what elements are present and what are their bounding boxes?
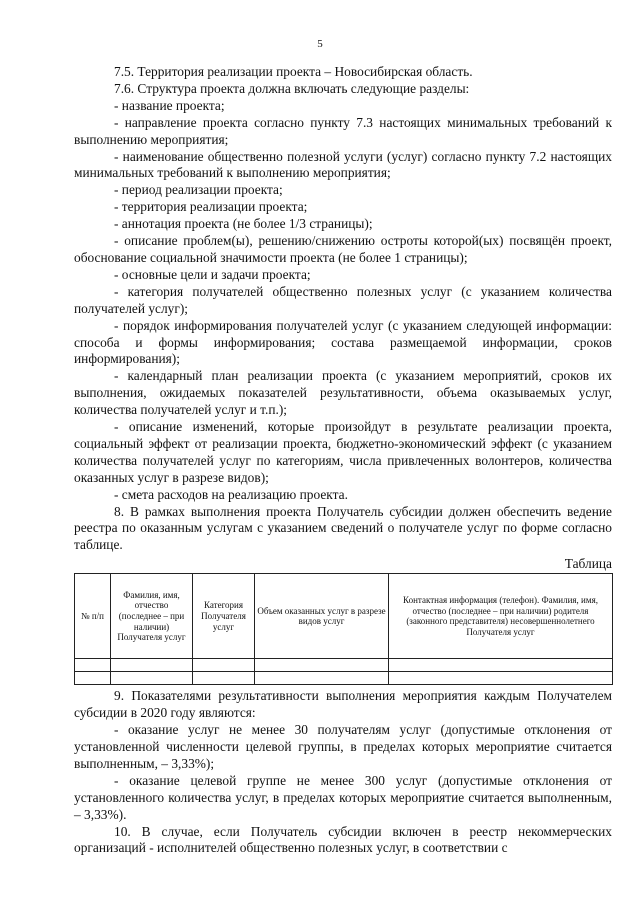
list-paragraph: - основные цели и задачи проекта; bbox=[114, 266, 311, 282]
header-number: № п/п bbox=[75, 574, 111, 659]
header-contacts: Контактная информация (телефон). Фамилия, имя, отчество (последнее – при наличии) родителя (законного представителя) несовершеннолетнего Получателя услуг bbox=[389, 574, 613, 659]
list-paragraph: - наименование общественно полезной услуги (услуг) согласно пункту 7.2 настоящих минимальных требований к выполнению мероприятия; bbox=[74, 148, 612, 181]
list-paragraph: - календарный план реализации проекта (с указанием мероприятий, сроков их выполнения, ожидаемых показателей результативности, объема оказываемых услуг, количества получателей услуг и т.п.); bbox=[74, 368, 612, 418]
list-paragraph: - описание изменений, которые произойдут в результате реализации проекта, социальный эффект от реализации проекта, бюджетно-экономический эффект (с указанием количества получателей услуг по категориям, числа привлеченных волонтеров, количества оказанных услуг в разрезе видов); bbox=[74, 419, 612, 485]
section-7-8 bbox=[74, 64, 612, 554]
result-paragraph: 9. Показателями результативности выполнения мероприятия каждым Получателем субсидии в 2020 году являются: bbox=[74, 688, 612, 721]
section-9-10 bbox=[74, 688, 612, 857]
table-cell bbox=[389, 659, 613, 672]
list-paragraph: - категория получателей общественно полезных услуг (с указанием количества получателей услуг); bbox=[74, 283, 612, 316]
result-paragraph: 10. В случае, если Получатель субсидии включен в реестр некоммерческих организаций - исполнителей общественно полезных услуг, в соответствии с bbox=[74, 823, 612, 856]
list-paragraph: - период реализации проекта; bbox=[114, 182, 283, 198]
page-number: 5 bbox=[317, 38, 323, 50]
registry-table bbox=[74, 573, 613, 685]
header-category: Категория Получателя услуг bbox=[193, 574, 255, 659]
header-volume: Объем оказанных услуг в разрезе видов услуг bbox=[255, 574, 389, 659]
table-cell bbox=[255, 672, 389, 685]
header-fio: Фамилия, имя, отчество (последнее – при наличии) Получателя услуг bbox=[111, 574, 193, 659]
list-paragraph: - смета расходов на реализацию проекта. bbox=[114, 486, 348, 502]
list-paragraph: - аннотация проекта (не более 1/3 страницы); bbox=[114, 216, 373, 232]
table-cell bbox=[193, 659, 255, 672]
table-row bbox=[75, 672, 613, 685]
list-paragraph: - порядок информирования получателей услуг (с указанием следующей информации: способа и формы информирования; состава размещаемой информации, сроков информирования); bbox=[74, 317, 612, 367]
result-paragraph: - оказание услуг не менее 30 получателям услуг (допустимые отклонения от установленной численности целевой группы, в пределах которых мероприятие считается выполненным, – 3,33%); bbox=[74, 722, 612, 771]
list-paragraph: - название проекта; bbox=[114, 97, 225, 113]
table-cell bbox=[111, 659, 193, 672]
table-caption: Таблица bbox=[564, 556, 612, 572]
list-paragraph: - территория реализации проекта; bbox=[114, 199, 308, 215]
table-row bbox=[75, 659, 613, 672]
list-paragraph: - описание проблем(ы), решению/снижению остроты которой(ых) посвящён проект, обоснование социальной значимости проекта (не более 1 страницы); bbox=[74, 233, 612, 265]
table-cell bbox=[75, 672, 111, 685]
table-cell bbox=[111, 672, 193, 685]
list-paragraph: 8. В рамках выполнения проекта Получатель субсидии должен обеспечить ведение реестра по оказанным услугам с указанием сведений о получателе услуг по форме согласно таблице. bbox=[74, 503, 612, 553]
result-paragraph: - оказание целевой группе не менее 300 услуг (допустимые отклонения от установленного количества услуг, в пределах которых мероприятие считается выполненным, – 3,33%). bbox=[74, 772, 612, 822]
table-cell bbox=[193, 672, 255, 685]
list-paragraph: 7.6. Структура проекта должна включать следующие разделы: bbox=[114, 80, 470, 96]
table-cell bbox=[255, 659, 389, 672]
list-paragraph: - направление проекта согласно пункту 7.3 настоящих минимальных требований к выполнению мероприятия; bbox=[74, 114, 612, 147]
list-paragraph: 7.5. Территория реализации проекта – Новосибирская область. bbox=[114, 64, 473, 79]
table-header-row bbox=[75, 574, 613, 659]
table-cell bbox=[75, 659, 111, 672]
document-body bbox=[74, 64, 612, 857]
table-cell bbox=[389, 672, 613, 685]
